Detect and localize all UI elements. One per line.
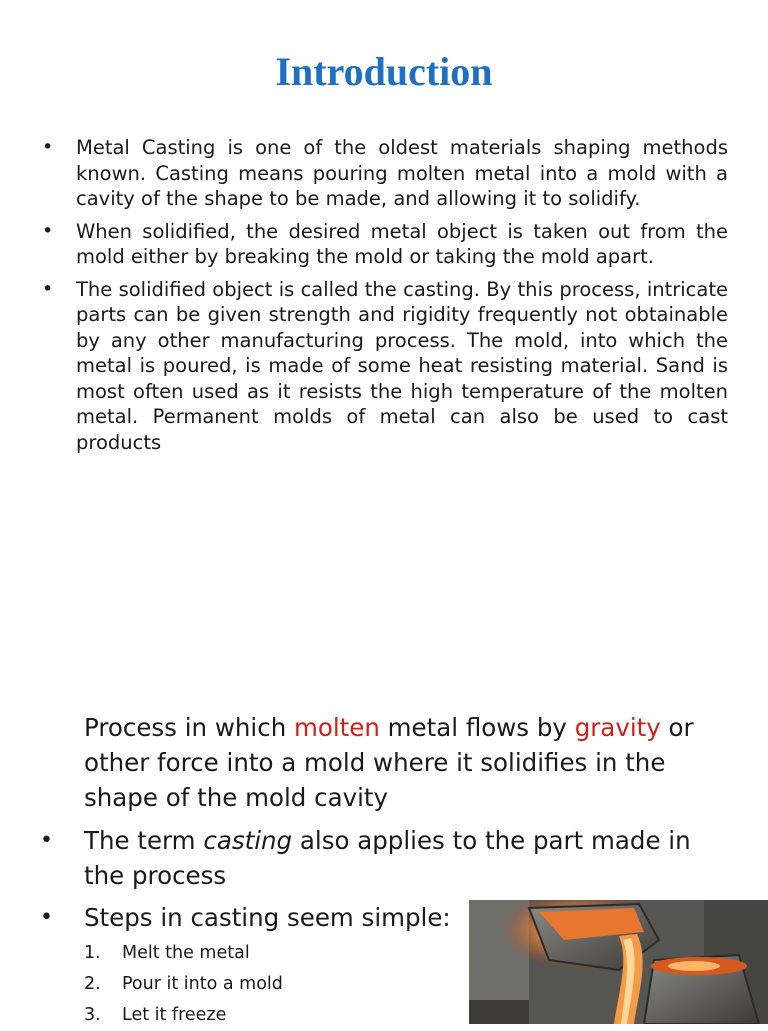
term-casting: casting (203, 826, 293, 855)
bullet-icon: • (42, 277, 54, 300)
step-item (84, 938, 283, 969)
step-text: Pour it into a mold (122, 974, 283, 994)
intro-bullet-2 (38, 219, 728, 270)
definition-text: metal flows by (379, 713, 575, 742)
step-text: Melt the metal (122, 943, 250, 963)
step-text: Let it freeze (122, 1005, 227, 1025)
definition-text: or other force into a mold where it solidifies in the shape of the mold cavity (84, 713, 694, 812)
step-number: 2. (84, 974, 101, 994)
bullet-icon: • (40, 905, 53, 930)
highlight-molten: molten (294, 713, 380, 742)
step-item (84, 969, 283, 1000)
intro-bullet-1-text: Metal Casting is one of the oldest materials shaping methods known. Casting means pouring molten metal into a mold with a cavity of the shape to be made, and allowing it to solidify. (76, 136, 728, 210)
term-casting-bullet (38, 823, 728, 893)
molten-metal-illustration (469, 900, 768, 1024)
molten-metal-pour-photo (469, 900, 768, 1024)
highlight-gravity: gravity (574, 713, 661, 742)
bullet-icon: • (42, 136, 54, 158)
bullet-icon: • (42, 219, 54, 242)
page-title: Introduction (275, 49, 493, 94)
process-definition (38, 710, 728, 815)
term-text: also applies to the part made in the process (84, 826, 691, 890)
intro-bullet-list (38, 135, 728, 462)
step-number: 3. (84, 1005, 101, 1025)
casting-steps-list (84, 938, 283, 1031)
step-item (84, 1000, 283, 1031)
step-number: 1. (84, 943, 101, 963)
definition-text: Process in which (84, 713, 295, 742)
intro-bullet-2-text: When solidified, the desired metal object is taken out from the mold either by breaking the mold or taking the mold apart. (76, 219, 728, 268)
intro-bullet-3-text: The solidified object is called the casting. By this process, intricate parts can be given strength and rigidity frequently not obtainable by any other manufacturing process. The mold, into which the metal is poured, is made of some heat resisting material. Sand is most often used as it resists the high temperature of the molten metal. Permanent molds of metal can also be used to cast products (76, 277, 728, 454)
steps-heading: Steps in casting seem simple: (84, 903, 451, 932)
intro-bullet-3 (38, 277, 728, 456)
intro-bullet-1 (38, 135, 728, 212)
bullet-icon: • (40, 828, 53, 853)
term-text: The term (84, 826, 204, 855)
